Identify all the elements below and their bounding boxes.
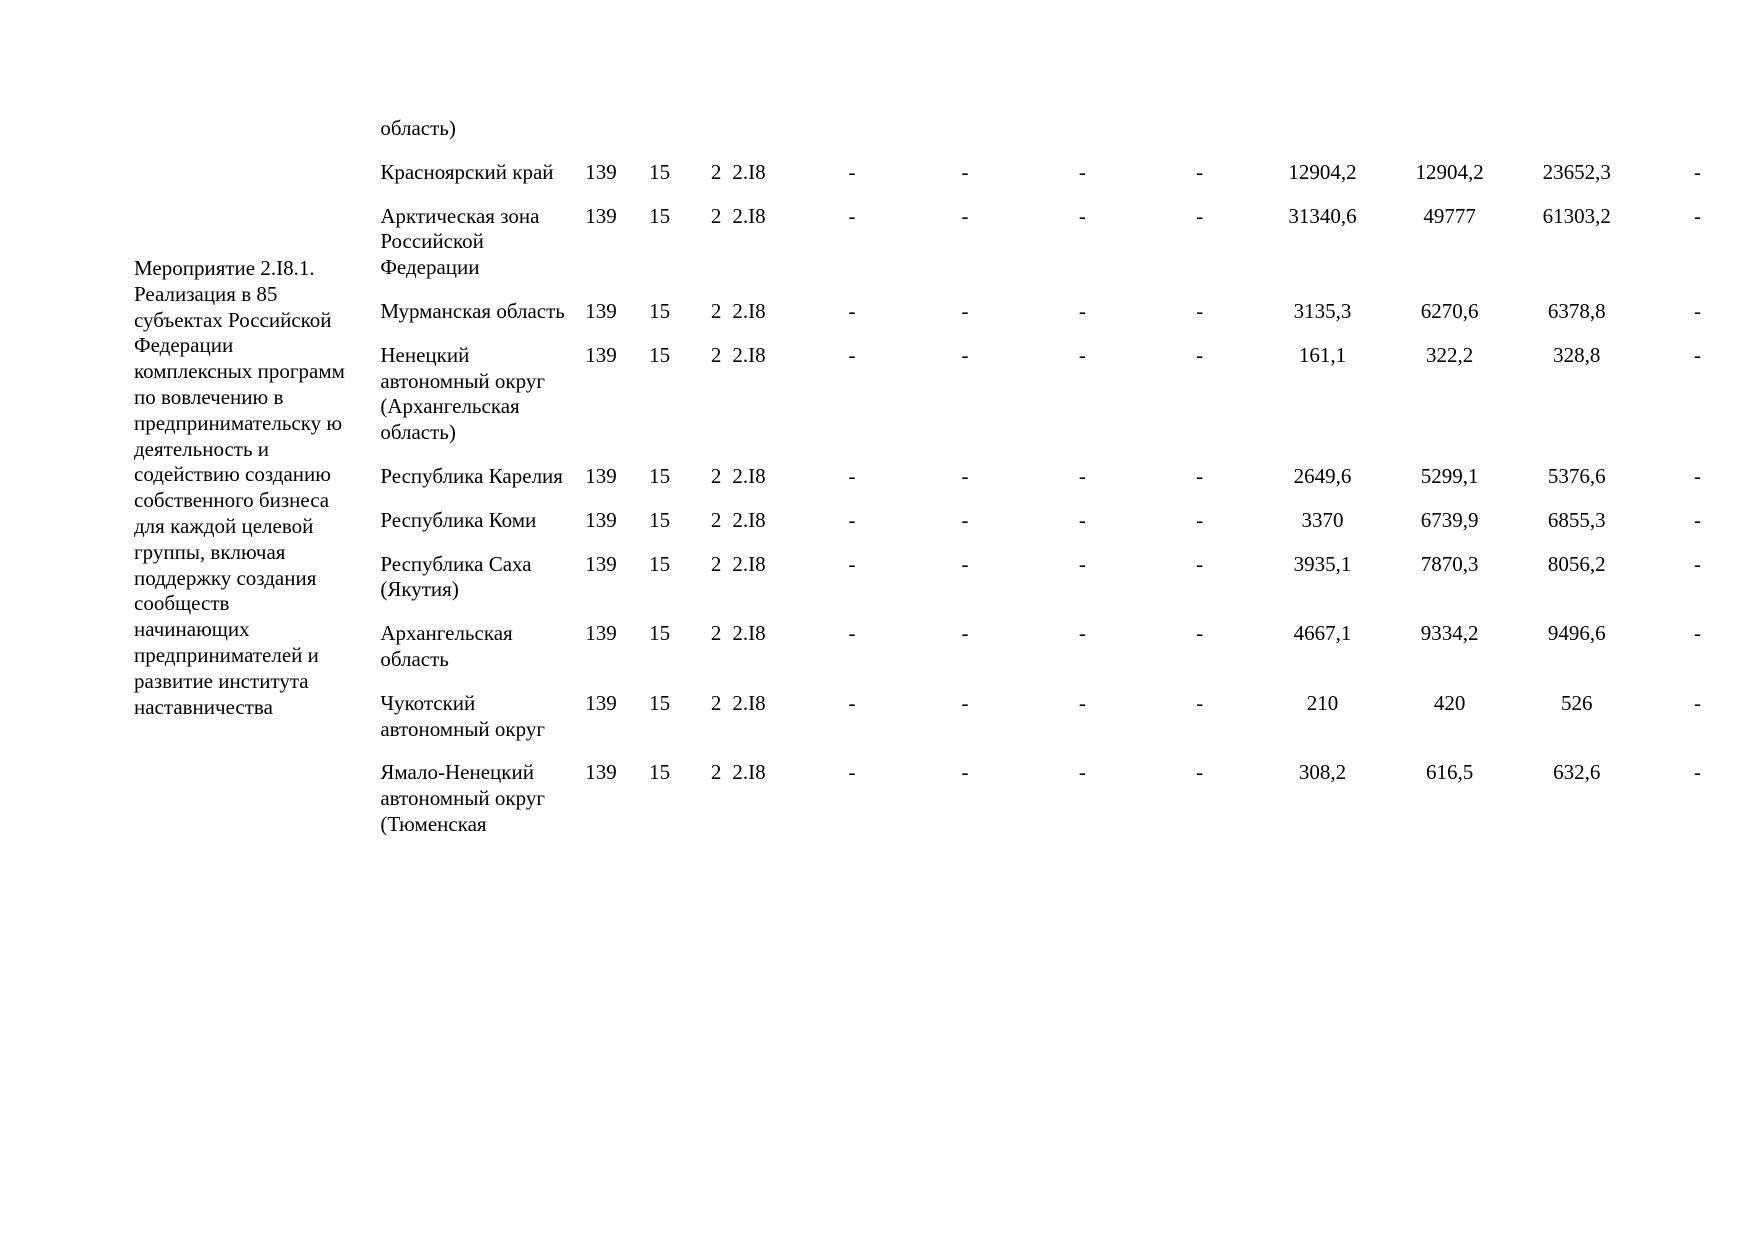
value-cell: 526 (1561, 690, 1593, 715)
value-cell: 3370 (1301, 507, 1344, 532)
csr-cell: 2.I8 (732, 159, 766, 184)
region-cell: Республика Карелия (380, 463, 563, 488)
region-cell: область) (380, 116, 456, 140)
value-cell: - (1196, 507, 1204, 532)
value-cell: - (1196, 342, 1204, 367)
pr-cell (700, 116, 733, 160)
value-cell: 328,8 (1553, 342, 1601, 367)
rz-cell: 15 (649, 507, 671, 532)
value-cell: - (1693, 203, 1701, 228)
table-row (0, 299, 1754, 343)
value-cell: 12904,2 (1415, 159, 1484, 184)
value-cell: - (1196, 621, 1204, 646)
value-cell: - (1693, 760, 1701, 785)
value-cell: - (1078, 551, 1086, 576)
value-cell (1641, 116, 1754, 160)
value-cell: 3935,1 (1293, 551, 1352, 576)
csr-cell: 2.I8 (732, 690, 766, 715)
value-cell: - (961, 159, 969, 184)
table-row (0, 204, 1754, 299)
value-cell: - (1693, 507, 1701, 532)
value-cell: 210 (1306, 690, 1339, 715)
grbs-cell: 139 (585, 203, 617, 228)
value-cell: - (1196, 690, 1204, 715)
value-cell: 6270,6 (1420, 298, 1479, 323)
value-cell: - (848, 203, 856, 228)
value-cell: 31340,6 (1288, 203, 1357, 228)
value-cell: 6855,3 (1547, 507, 1606, 532)
value-cell (1387, 116, 1513, 160)
rz-cell: 15 (649, 159, 671, 184)
value-cell (1024, 116, 1141, 160)
region-cell: Ямало-Ненецкий автономный округ (Тюменская (380, 760, 545, 836)
csr-cell: 2.I8 (732, 298, 766, 323)
value-cell: 2649,6 (1293, 463, 1352, 488)
value-cell: - (961, 342, 969, 367)
pr-cell: 2 (710, 690, 722, 715)
csr-cell: 2.I8 (732, 203, 766, 228)
pr-cell: 2 (710, 342, 722, 367)
value-cell: - (848, 621, 856, 646)
table-body (0, 116, 1754, 838)
grbs-cell: 139 (585, 551, 617, 576)
lead-cell (0, 691, 380, 761)
value-cell: - (1078, 203, 1086, 228)
table-row (0, 508, 1754, 552)
value-cell: - (1078, 159, 1086, 184)
lead-cell (0, 204, 380, 299)
value-cell: - (1078, 463, 1086, 488)
value-cell: - (1196, 298, 1204, 323)
value-cell: - (848, 298, 856, 323)
csr-cell: 2.I8 (732, 621, 766, 646)
table-row (0, 343, 1754, 464)
value-cell: - (961, 298, 969, 323)
rz-cell (619, 116, 699, 160)
value-cell: - (1693, 159, 1701, 184)
value-cell: - (848, 463, 856, 488)
lead-cell (0, 343, 380, 464)
value-cell: - (1196, 463, 1204, 488)
rz-cell: 15 (649, 298, 671, 323)
value-cell: 5299,1 (1420, 463, 1479, 488)
rz-cell: 15 (649, 551, 671, 576)
pr-cell: 2 (710, 507, 722, 532)
region-cell: Красноярский край (380, 159, 554, 184)
grbs-cell: 139 (585, 690, 617, 715)
pr-cell: 2 (710, 159, 722, 184)
value-cell: 9334,2 (1420, 621, 1479, 646)
rz-cell: 15 (649, 463, 671, 488)
value-cell: - (1078, 342, 1086, 367)
value-cell: 8056,2 (1547, 551, 1606, 576)
csr-cell (732, 116, 797, 160)
csr-cell: 2.I8 (732, 760, 766, 785)
pr-cell: 2 (710, 551, 722, 576)
value-cell: 161,1 (1298, 342, 1347, 367)
value-cell: 7870,3 (1420, 551, 1479, 576)
region-cell: Архангельская область (380, 621, 513, 671)
value-cell: - (1196, 203, 1204, 228)
pr-cell: 2 (710, 203, 722, 228)
value-cell: - (1196, 551, 1204, 576)
table-row (0, 552, 1754, 622)
value-cell: - (961, 507, 969, 532)
value-cell: - (961, 551, 969, 576)
pr-cell: 2 (710, 463, 722, 488)
region-cell: Арктическая зона Российской Федерации (380, 203, 540, 280)
table-row (0, 160, 1754, 204)
value-cell: - (1693, 621, 1701, 646)
csr-cell: 2.I8 (732, 551, 766, 576)
lead-cell (0, 160, 380, 204)
value-cell: 308,2 (1298, 760, 1347, 785)
value-cell: 3135,3 (1293, 298, 1352, 323)
value-cell (906, 116, 1023, 160)
value-cell: 6739,9 (1420, 507, 1479, 532)
grbs-cell: 139 (585, 507, 617, 532)
pr-cell: 2 (710, 298, 722, 323)
csr-cell: 2.I8 (732, 342, 766, 367)
measure-title: Мероприятие 2.I8.1. Реализация в 85 субъектах Российской Федерации комплексных программ по вовлечению в предпринимательску ю деятельность и содействию созданию собственного бизнеса для каждой целевой группы, включая поддержку создания сообществ начинающих предпринимателей и развитие института наставничества (134, 256, 345, 719)
value-cell (1258, 116, 1386, 160)
region-cell: Республика Саха (Якутия) (380, 551, 532, 602)
grbs-cell: 139 (585, 159, 617, 184)
value-cell: 616,5 (1425, 760, 1474, 785)
value-cell: - (1078, 298, 1086, 323)
value-cell: - (848, 159, 856, 184)
csr-cell: 2.I8 (732, 507, 766, 532)
lead-cell (0, 760, 380, 837)
value-cell: 5376,6 (1547, 463, 1606, 488)
value-cell (798, 116, 907, 160)
grbs-cell (582, 116, 619, 160)
value-cell: 632,6 (1553, 760, 1601, 785)
value-cell: - (1078, 621, 1086, 646)
value-cell: - (1078, 507, 1086, 532)
lead-cell (0, 299, 380, 343)
value-cell: - (961, 203, 969, 228)
value-cell: - (1078, 690, 1086, 715)
lead-cell (0, 464, 380, 508)
value-cell: - (848, 342, 856, 367)
value-cell: 9496,6 (1547, 621, 1606, 646)
value-cell: - (1693, 298, 1701, 323)
value-cell: 61303,2 (1542, 203, 1611, 228)
value-cell: - (961, 690, 969, 715)
value-cell: - (1196, 760, 1204, 785)
value-cell: - (1693, 342, 1701, 367)
value-cell: - (961, 463, 969, 488)
rz-cell: 15 (649, 621, 671, 646)
value-cell: - (1693, 463, 1701, 488)
grbs-cell: 139 (585, 298, 617, 323)
value-cell: - (961, 621, 969, 646)
value-cell: - (848, 507, 856, 532)
value-cell: - (1196, 159, 1204, 184)
rz-cell: 15 (649, 690, 671, 715)
rz-cell: 15 (649, 203, 671, 228)
grbs-cell: 139 (585, 621, 617, 646)
table-row (0, 691, 1754, 761)
pr-cell: 2 (710, 760, 722, 785)
lead-cell (0, 508, 380, 552)
lead-cell (0, 116, 380, 160)
grbs-cell: 139 (585, 463, 617, 488)
region-cell: Ненецкий автономный округ (Архангельская область) (380, 342, 545, 445)
grbs-cell: 139 (585, 342, 617, 367)
lead-cell (0, 552, 380, 622)
value-cell (1141, 116, 1258, 160)
value-cell: 23652,3 (1542, 159, 1611, 184)
budget-table (0, 116, 1754, 838)
region-cell: Мурманская область (380, 298, 565, 323)
region-cell: Чукотский автономный округ (380, 690, 545, 741)
table-row (0, 116, 1754, 160)
value-cell: - (1078, 760, 1086, 785)
value-cell: 420 (1433, 690, 1466, 715)
value-cell: 4667,1 (1293, 621, 1352, 646)
value-cell: - (1693, 551, 1701, 576)
lead-cell (0, 621, 380, 691)
value-cell: 49777 (1423, 203, 1476, 228)
table-row (0, 760, 1754, 837)
rz-cell: 15 (649, 760, 671, 785)
rz-cell: 15 (649, 342, 671, 367)
pr-cell: 2 (710, 621, 722, 646)
csr-cell: 2.I8 (732, 463, 766, 488)
value-cell: - (1693, 690, 1701, 715)
value-cell: 322,2 (1425, 342, 1474, 367)
value-cell: - (848, 690, 856, 715)
value-cell: - (961, 760, 969, 785)
value-cell (1513, 116, 1641, 160)
grbs-cell: 139 (585, 760, 617, 785)
table-row (0, 621, 1754, 691)
table-row (0, 464, 1754, 508)
value-cell: 6378,8 (1547, 298, 1606, 323)
value-cell: - (848, 760, 856, 785)
value-cell: - (848, 551, 856, 576)
region-cell: Республика Коми (380, 507, 537, 532)
value-cell: 12904,2 (1288, 159, 1357, 184)
